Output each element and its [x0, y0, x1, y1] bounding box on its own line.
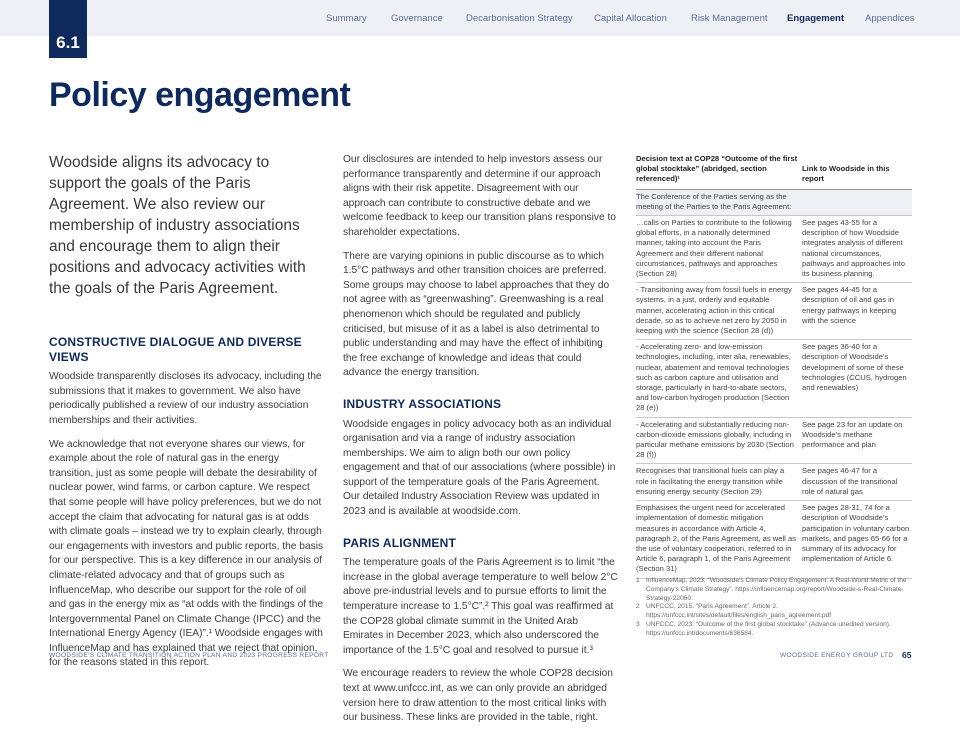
heading-paris-alignment: PARIS ALIGNMENT [343, 535, 456, 550]
footer-report-title: WOODSIDE’S CLIMATE TRANSITION ACTION PLAN AND 2023 PROGRESS REPORT [49, 652, 329, 659]
footer-company: WOODSIDE ENERGY GROUP LTD [780, 652, 894, 659]
paragraph: We encourage readers to review the whole COP28 decision text at www.unfccc.int, as we can only provide an abridged version here to draw attention to the most critical links with our business. These links are provided in the table, right. [343, 668, 613, 724]
table-header-row [636, 154, 912, 189]
heading-industry-associations: INDUSTRY ASSOCIATIONS [343, 396, 502, 411]
table-cell-decision: Emphasises the urgent need for accelerated implementation of domestic mitigation measures in accordance with Article 4, paragraph 2, of the Paris Agreement, as well as the use of voluntary cooperation, referred to in Article 6, paragraph 1, of the Paris Agreement (Section 31) [636, 501, 802, 578]
cop28-table [636, 154, 912, 579]
lead-paragraph: Woodside aligns its advocacy to support the goals of the Paris Agreement. We also review our membership of industry associations and encourage them to align their positions and advocacy activities with the goals of the Paris Agreement. [49, 154, 306, 297]
heading-constructive-dialogue: CONSTRUCTIVE DIALOGUE AND DIVERSE VIEWS [49, 335, 302, 364]
footnotes [636, 577, 916, 639]
table-row [636, 216, 912, 283]
table-header-decision-text: Decision text at COP28 “Outcome of the first global stocktake” (abridged, section referenced)¹ [636, 154, 802, 189]
table-row [636, 189, 912, 215]
table-cell-blank [802, 189, 912, 215]
footnote-number: 3 [636, 620, 640, 628]
paragraph: Our disclosures are intended to help investors assess our performance transparently and determine if our approach aligns with their risk appetite. Disagreement with our approach can contribute to constructive debate and we welcome feedback to keep our transition plans responsive to shareholder expectations. [343, 154, 616, 238]
nav-decarbonisation-strategy[interactable]: Decarbonisation Strategy [466, 13, 573, 24]
paragraph: The temperature goals of the Paris Agreement is to limit “the increase in the global average temperature to well below 2°C above pre-industrial levels and to pursue efforts to limit the temperature increase to 1.5°C”.² This goal was reaffirmed at the COP28 global climate summit in the United Arab Emirates in December 2023, which also underscored the importance of the 1.5°C goal and resolved to pursue it.³ [343, 557, 618, 656]
paragraph: Woodside engages in policy advocacy both as an individual organisation and via a range of industry association memberships. We aim to align both our own policy engagement and that of our associations (where possible) in support of the temperature goals of the Paris Agreement. Our detailed Industry Association Review was updated in 2023 and is available at woodside.com. [343, 418, 616, 518]
paragraph: Woodside transparently discloses its advocacy, including the submissions that it makes to government. We also have periodically published a review of our industry association memberships and their activities. [49, 371, 322, 426]
table-cell-decision: - Accelerating and substantially reducing non-carbon-dioxide emissions globally, including in particular methane emissions by 2030 (Section 28 (f)) [636, 417, 802, 464]
footnote-text: InfluenceMap, 2023. “Woodside’s Climate Policy Engagement: A Real-World Metric of the Company’s Climate Strategy”. https://influencemap.org/report/Woodside-s-Real-Climate-Strategy-22060. [646, 577, 907, 602]
footnote [636, 603, 916, 621]
footnote [636, 577, 916, 603]
footnote-number: 1 [636, 577, 640, 584]
nav-governance[interactable]: Governance [391, 13, 443, 24]
table-row [636, 283, 912, 340]
nav-capital-allocation[interactable]: Capital Allocation [594, 13, 667, 24]
table-row [636, 501, 912, 578]
section-number: 6.1 [56, 33, 80, 52]
table-row [636, 340, 912, 417]
paragraph: There are varying opinions in public discourse as to which 1.5°C pathways and other transition choices are preferred. Some groups may choose to label approaches that they do not agree with as “greenwashing”. Greenwashing is a real phenomenon which should be regulated and publicly criticised, but misuse of it as a label is also detrimental to public understanding and may have the effect of inhibiting the free exchange of knowledge and ideas that could advance the energy transition. [343, 250, 610, 379]
page-title: Policy engagement [49, 76, 351, 114]
table-cell-decision: …calls on Parties to contribute to the following global efforts, in a nationally determined manner, taking into account the Paris Agreement and their different national circumstances, pathways and approaches (Section 28) [636, 216, 802, 283]
table-cell-link: See pages 36-40 for a description of Woodside’s development of some of these technologies (CCUS, hydrogen and renewables) [802, 340, 912, 417]
table-cell-decision: Recognises that transitional fuels can play a role in facilitating the energy transition while ensuring energy security (Section 29) [636, 464, 802, 501]
table-cell-decision: - Accelerating zero- and low-emission technologies, including, inter alia, renewables, nuclear, abatement and removal technologies such as carbon capture and utilisation and storage, particularly in hard-to-abate sectors, and low-carbon hydrogen production (Section 28 (e)) [636, 340, 802, 417]
page-number: 65 [902, 650, 912, 660]
table-cell-link: See page 23 for an update on Woodside’s methane performance and plan [802, 417, 912, 464]
table-header-link: Link to Woodside in this report [802, 154, 912, 189]
paragraph: We acknowledge that not everyone shares our views, for example about the role of natural gas in the energy transition, just as some people will debate the desirability of nuclear power, wind farms, or carbon capture. We respect that some people will have policy preferences, but we do not accept the claim that advocating for natural gas is at odds with climate goals – instead we try to explain clearly, through our engagements with investors and public reports, the basis for our perspective. This is a key difference in our analysis of climate-related advocacy and that of groups such as InfluenceMap, who describe our support for the role of oil and gas in the energy mix as “at odds with the findings of the Intergovernmental Panel on Climate Change (IPCC) and the International Energy Agency (IEA)”.¹ Woodside engages with InfluenceMap and has explained that we reject that opinion, for the reasons stated in this report. [49, 438, 324, 669]
footnote-text: UNFCCC, 2023. “Outcome of the first global stocktake” (Advance unedited version). https://unfccc.int/documents/636584. [646, 620, 891, 637]
table-cell-link: See pages 44-45 for a description of oil and gas in energy pathways in keeping with the science [802, 283, 912, 340]
table-cell-link: See pages 28-31, 74 for a description of Woodside’s participation in voluntary carbon markets, and pages 65-66 for a summary of its advocacy for implementation of Article 6. [802, 501, 912, 578]
table-cell-intro: The Conference of the Parties serving as the meeting of the Parties to the Paris Agreement: [636, 189, 802, 215]
table-cell-link: See pages 43-55 for a description of how Woodside integrates analysis of different national circumstances, pathways and approaches into its business planning. [802, 216, 912, 283]
table-cell-decision: - Transitioning away from fossil fuels in energy systems, in a just, orderly and equitable manner, accelerating action in this critical decade, so as to achieve net zero by 2050 in keeping with the science (Section 28 (d)) [636, 283, 802, 340]
nav-appendices[interactable]: Appendices [865, 13, 915, 24]
nav-summary[interactable]: Summary [326, 13, 367, 24]
nav-engagement[interactable]: Engagement [787, 13, 845, 24]
footnote [636, 621, 916, 639]
nav-risk-management[interactable]: Risk Management [691, 13, 768, 24]
section-number-badge [49, 0, 87, 58]
table-cell-link: See pages 46-47 for a discussion of the transitional role of natural gas [802, 464, 912, 501]
left-column [49, 335, 324, 680]
table-row [636, 417, 912, 464]
footnote-number: 2 [636, 603, 640, 611]
footnote-text: UNFCCC, 2015. “Paris Agreement”, Article 2. https://unfccc.int/sites/default/files/english_paris_agreement.pdf [646, 603, 832, 620]
table-row [636, 464, 912, 501]
middle-column [343, 153, 619, 735]
